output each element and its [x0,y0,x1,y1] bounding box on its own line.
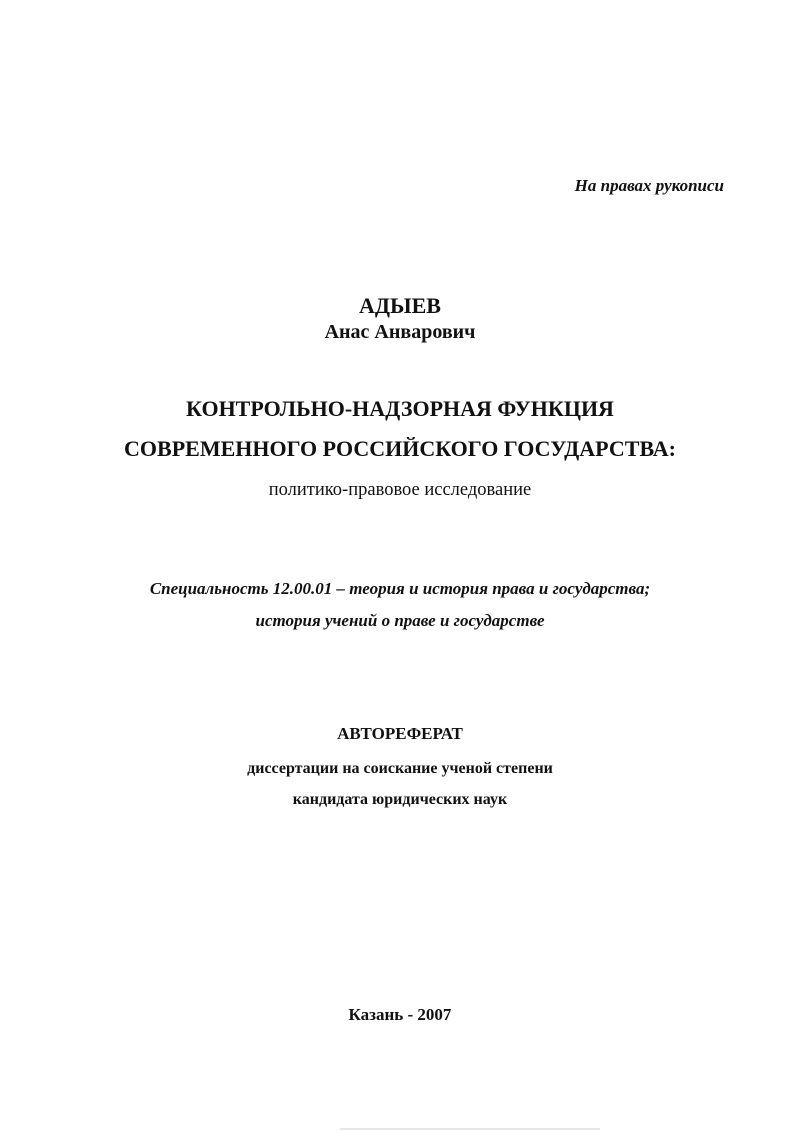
specialty-line-1: Специальность 12.00.01 – теория и история права и государства; [149,579,651,598]
thesis-subtitle: политико-правовое исследование [268,480,532,500]
author-surname: АДЫЕВ [359,293,441,318]
author-given-names: Анас Анварович [324,321,476,343]
degree-line-2: кандидата юридических наук [292,791,508,808]
thesis-title-line-1: КОНТРОЛЬНО-НАДЗОРНАЯ ФУНКЦИЯ [186,396,614,421]
degree-line-1: диссертации на соискание ученой степени [247,760,553,777]
specialty-line-2: история учений о праве и государстве [255,611,545,630]
scan-edge-divider [340,1128,600,1130]
manuscript-note: На правах рукописи [574,176,724,195]
document-type: АВТОРЕФЕРАТ [337,724,463,743]
thesis-title-line-2: СОВРЕМЕННОГО РОССИЙСКОГО ГОСУДАРСТВА: [124,436,676,461]
place-and-year: Казань - 2007 [348,1005,452,1024]
